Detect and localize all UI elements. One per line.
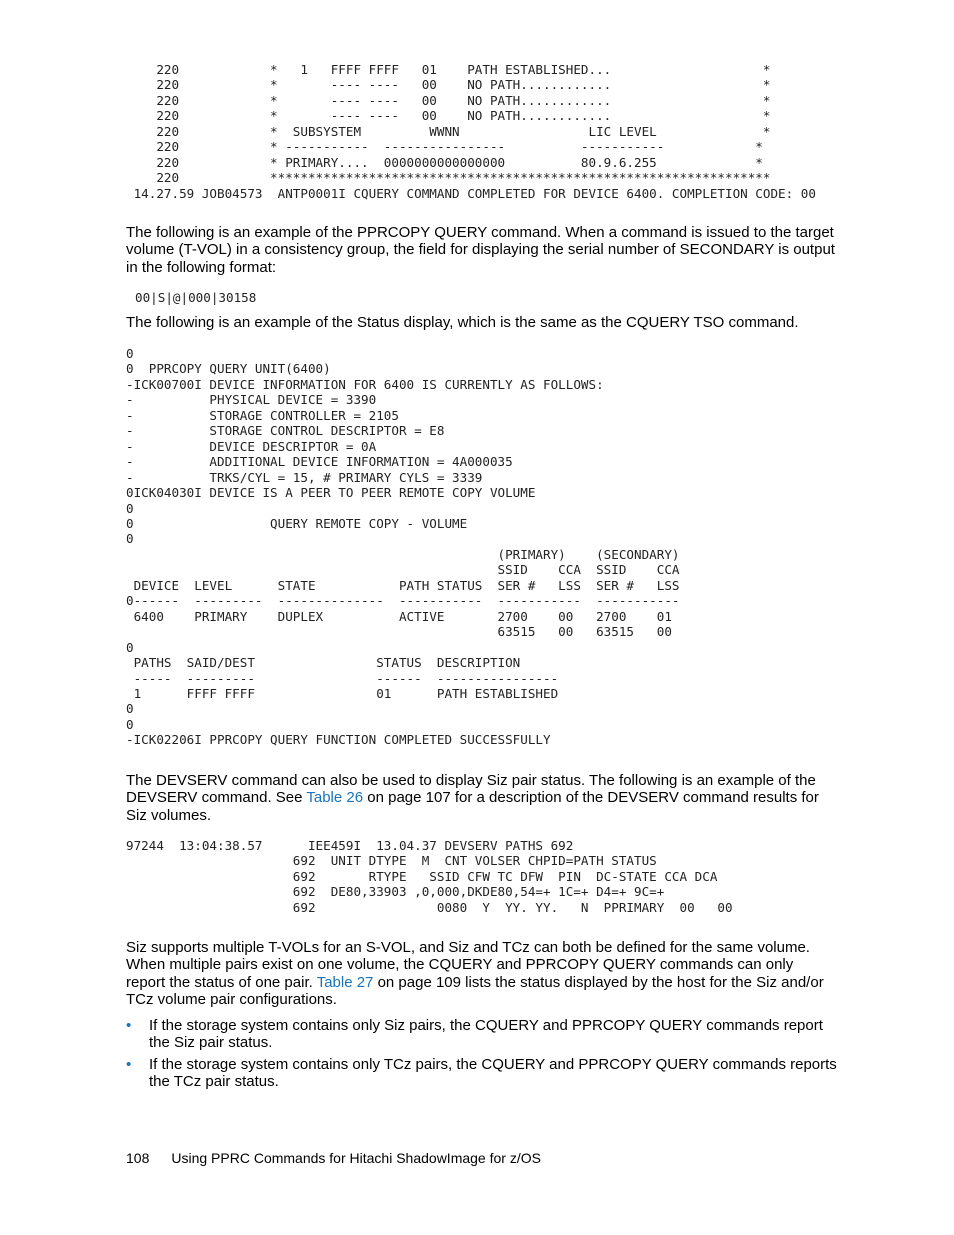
page-footer xyxy=(126,1150,541,1166)
paragraph-pprcopy-query-intro: The following is an example of the PPRCOPY QUERY command. When a command is issued to the target volume (T-VOL) in a consistency group, the field for displaying the serial number of SECONDARY is output in the following format: xyxy=(126,224,835,276)
code-block-pprcopy-query-output: 0 0 PPRCOPY QUERY UNIT(6400) -ICK00700I DEVICE INFORMATION FOR 6400 IS CURRENTLY AS FOLLOWS: - PHYSICAL DEVICE = 3390 - STORAGE CONTROLLER = 2105 - STORAGE CONTROL DESCRIPTOR = E8 - DEVICE DESCRIPTOR = 0A - ADDITIONAL DEVICE INFORMATION = 4A000035 - TRKS/CYL = 15, # PRIMARY CYLS = 3339 0ICK04030I DEVICE IS A PEER TO PEER REMOTE COPY VOLUME 0 0 QUERY REMOTE COPY - VOLUME 0 (PRIMARY) (SECONDARY) SSID CCA SSID CCA DEVICE LEVEL STATE PATH STATUS SER # LSS SER # LSS 0------ --------- -------------- ----------- ----------- ----------- 6400 PRIMARY DUPLEX ACTIVE 2700 00 2700 01 63515 00 63515 00 0 PATHS SAID/DEST STATUS DESCRIPTION ----- --------- ------ ---------------- 1 FFFF FFFF 01 PATH ESTABLISHED 0 0 -ICK02206I PPRCOPY QUERY FUNCTION COMPLETED SUCCESSFULLY xyxy=(126,346,680,748)
code-block-serial-format: 00|S|@|000|30158 xyxy=(135,290,257,305)
code-block-cquery-output: 220 * 1 FFFF FFFF 01 PATH ESTABLISHED... * 220 * ---- ---- 00 NO PATH............ * 220 * ---- ---- 00 NO PATH............ * 220 * ---- ---- 00 NO PATH............ * 220 * SUBSYSTEM WWNN LIC LEVEL * 220 * ----------- ---------------- ----------- * 220 * PRIMARY.... 0000000000000000 80.9.6.255 * 220 ****************************************************************** 14.27.59 JOB04573 ANTP0001I CQUERY COMMAND COMPLETED FOR DEVICE 6400. COMPLETION CODE: 00 xyxy=(133,62,816,201)
list-item xyxy=(126,1056,846,1091)
list-item-text: If the storage system contains only TCz pairs, the CQUERY and PPRCOPY QUERY commands reports the TCz pair status. xyxy=(149,1055,837,1091)
footer-title: Using PPRC Commands for Hitachi ShadowImage for z/OS xyxy=(171,1150,541,1166)
list-item xyxy=(126,1017,846,1052)
bullet-list xyxy=(126,1017,846,1095)
list-item-text: If the storage system contains only Siz pairs, the CQUERY and PPRCOPY QUERY commands report the Siz pair status. xyxy=(149,1017,823,1052)
paragraph-text: on page 109 lists the status displayed by the host for the Siz and/or TCz volume pair configurations. xyxy=(126,973,824,1009)
page-number: 108 xyxy=(126,1150,150,1166)
paragraph-siz-multiple-pairs xyxy=(126,939,836,1009)
table-27-link[interactable]: Table 27 xyxy=(316,973,374,991)
paragraph-devserv-intro xyxy=(126,772,826,824)
paragraph-status-display-intro: The following is an example of the Status display, which is the same as the CQUERY TSO command. xyxy=(126,314,799,331)
bullet-icon: • xyxy=(126,1055,132,1073)
paragraph-text: Siz supports multiple T-VOLs for an S-VOL, and Siz and TCz can both be defined for the same volume. When multiple pairs exist on one volume, the CQUERY and PPRCOPY QUERY commands can only report the status of one pair. xyxy=(126,939,810,991)
table-26-link[interactable]: Table 26 xyxy=(306,789,364,807)
paragraph-text: on page 107 for a description of the DEVSERV command results for Siz volumes. xyxy=(126,789,819,824)
bullet-icon: • xyxy=(126,1017,132,1034)
code-block-devserv-output: 97244 13:04:38.57 IEE459I 13.04.37 DEVSERV PATHS 692 692 UNIT DTYPE M CNT VOLSER CHPID=PATH STATUS 692 RTYPE SSID CFW TC DFW PIN DC-STATE CCA DCA 692 DE80,33903 ,0,000,DKDE80,54=+ 1C=+ D4=+ 9C=+ 692 0080 Y YY. YY. N PPRIMARY 00 00 xyxy=(126,838,733,915)
paragraph-text: The DEVSERV command can also be used to display Siz pair status. The following is an example of the DEVSERV command. See xyxy=(126,772,816,807)
